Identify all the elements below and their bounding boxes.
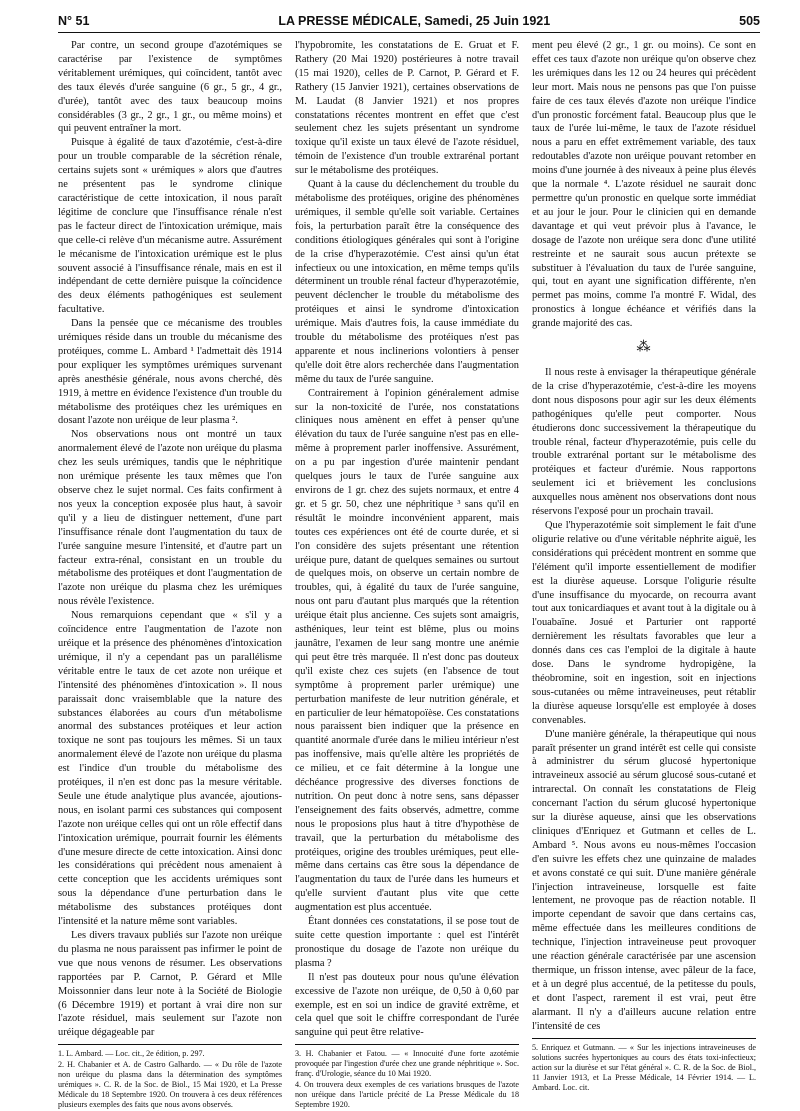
column-1 (58, 39, 282, 1110)
paragraph: Les divers travaux publiés sur l'azote non uréique du plasma ne nous paraissent pas infirmer le point de vue que nous venons de résumer. Les observations rapportées par P. Carnot, P. Gérard et Mlle Moissonnier dans leur note à la Société de Biologie (6 Décembre 1919) et portant à vrai dire non sur l'azote résiduel, mais seulement sur l'azote non uréique dégageable par (58, 930, 282, 1039)
footnote: 5. Enriquez et Gutmann. — « Sur les injections intraveineuses de solutions sucrées hypertoniques au cours des états toxi-infectieux; action sur la diurèse et sur l'état général ». C. R. de la Soc. de Biol., 11 Janvier 1913, et La Presse Médicale, 14 Février 1914. — L. Ambard. Loc. cit. (532, 1042, 756, 1092)
paragraph: Nous remarquions cependant que « s'il y a coïncidence entre l'augmentation de l'azote non uréique et la présence des phénomènes d'intoxication urémique, il n'y a cependant pas un parallélisme véritable entre le taux de cet azote non uréique et l'intensité des phénomènes d'intoxication ». Il nous paraissait donc vraisemblable que la nature des substances élaborées au cours d'un métabolisme anormal des substances protéiques et leur action toxique ne sont pas toujours les mêmes. Si un taux anormalement élevé de l'azote non uréique du plasma est l'indice d'un trouble du métabolisme des protéiques, il n'en est donc pas la mesure véritable. Seule une étude analytique plus avancée, ajoutions-nous, en isolant parmi ces substances qui composent l'azote non uréique celles qui ont un rôle effectif dans l'intoxication urémique, pourrait fournir les éléments d'une mesure directe de cette intoxication. Ainsi donc les considérations qui précèdent nous amenaient à cette conception que les accidents urémiques sont sous la dépendance d'une perturbation dans le métabolisme des substances protéiques dont l'intensité et la nature même sont variables. (58, 610, 282, 928)
column-3-body (532, 39, 756, 1034)
paragraph: D'une manière générale, la thérapeutique qui nous paraît présenter un grand intérêt est celle qui consiste à administrer du sérum glucosé hypertonique intraveineux associé au sérum glucosé sous-cutané et intrarectal. On connaît les constatations de Fleig concernant l'action du sérum glucosé hypertonique sur la diurèse aqueuse, ainsi que les observations cliniques d'Enriquez et Gutmann et celles de L. Ambard ⁵. Nous avons eu nous-mêmes l'occasion d'en suivre les effets chez une quinzaine de malades et avons constaté ce qui suit. D'une manière générale l'injection intraveineuse, lorsquelle est faite lentement, ne provoque pas de réaction notable. Il importe cependant de savoir que dans certains cas, même effectuée dans les meilleures conditions de technique, l'injection intraveineuse peut provoquer une réaction générale caractérisée par une ascension thermique, un frisson intense, avec pâleur de la face, et à un degré plus accentué, de la petitesse du pouls, et dont l'aspect, rarement il est vrai, peut être alarmant. Il n'y a d'ailleurs aucune relation entre l'intensité de ces (532, 728, 756, 1032)
journal-title: LA PRESSE MÉDICALE, Samedi, 25 Juin 1921 (278, 14, 551, 28)
column-1-footnotes (58, 1044, 282, 1111)
text-columns (58, 39, 760, 1110)
column-3 (532, 39, 756, 1092)
paragraph: Puisque à égalité de taux d'azotémie, c'est-à-dire pour un trouble comparable de la sécrétion rénale, certains sujets sont « urémiques » alors que d'autres ne présentent pas le syndrome clinique caractéristique de cette intoxication, il nous paraît légitime de conclure que l'insuffisance rénale n'est pas le facteur direct de l'intoxication urémique, mais que celle-ci relève d'un mécanisme autre. Assurément le mécanisme de l'intoxication urémique est le plus souvent associé à l'insuffisance rénale, mais en est il indépendant de cette dernière puisque la coïncidence des deux éléments pathogéniques est seulement facultative. (58, 137, 282, 316)
page-number: 505 (739, 14, 760, 28)
issue-number: N° 51 (58, 14, 90, 28)
footnote: 2. H. Chabanier et A. de Castro Galhardo. — « Du rôle de l'azote non uréique du plasma dans la détermination des symptômes urémiques ». C. R. de la Soc. de Biol., 15 Mai 1920, et La Presse Médicale du 18 Septembre 1920. On trouvera à ces deux références plusieurs exemples des faits que nous avons observés. (58, 1060, 282, 1110)
paragraph: Par contre, un second groupe d'azotémiques se caractérise par l'existence de symptômes véritablement urémiques, qui coïncident, tantôt avec des taux élevés d'urée sanguine (6 gr., 5 gr., 4 gr., d'urée), tantôt avec des taux beaucoup moins considérables (3 gr., 2 gr., 1 gr., ou même moins) et qui peuvent entraîner la mort. (58, 40, 282, 135)
running-head (58, 14, 760, 33)
paragraph: Étant données ces constatations, il se pose tout de suite cette question importante : quel est l'intérêt pronostique du dosage de l'azote non uréique du plasma ? (295, 916, 519, 969)
column-2-footnotes (295, 1044, 519, 1111)
paragraph: l'hypobromite, les constatations de E. Gruat et F. Rathery (20 Mai 1920) postérieures à notre travail (15 mai 1920), celles de P. Carnot, P. Gérard et F. Rathery (15 Janvier 1921), certaines observations de M. Laudat (8 Janvier 1921) et nos propres constatations récentes montrent en effet que c'est seulement chez les sujets présentant un syndrome toxique qu'il existe un taux élevé de l'azote résiduel, témoin de l'existence d'un trouble extrarénal portant sur le métabolisme des protéiques. (295, 40, 519, 177)
paragraph: Quant à la cause du déclenchement du trouble du métabolisme des protéiques, origine des phénomènes urémiques, il semble qu'elle soit variable. Certaines fois, la perturbation paraît être la conséquence des conditions étiologiques générales qui sont à l'origine de la crise d'hyperazotémie. C'est ainsi qu'un état infectieux ou une intoxication, en même temps qu'ils déterminent un trouble rénal facteur d'hyperazotémie, peuvent déclencher le trouble du métabolisme des protéiques et ainsi le syndrome d'intoxication urémique. Mais d'autres fois, la cause immédiate du trouble du métabolisme des protéiques n'est pas apparente et nous inclinerions volontiers à penser qu'elle doit être alors recherchée dans l'augmentation même du taux de l'urée sanguine. (295, 179, 519, 385)
column-1-body (58, 39, 282, 1040)
footnote: 3. H. Chabanier et Fatou. — « Innocuité d'une forte azotémie provoquée par l'ingestion d'urée chez une grande néphritique ». Soc. franç. d'Urologie, séance du 10 Mai 1920. (295, 1049, 519, 1079)
paragraph: Nos observations nous ont montré un taux anormalement élevé de l'azote non uréique du plasma chez les seuls urémiques, tandis que le néphritique non urémique présente les taux mêmes que l'on observe chez le sujet normal. Ces faits confirment à nos yeux la conception exposée plus haut, à savoir qu'il y a lieu de distinguer nettement, d'une part l'insuffisance rénale dont l'augmentation du taux de l'urée sanguine mesure l'intensité, et d'autre part un facteur extra-rénal, consistant en un trouble du métabolisme des protéiques et dont l'augmentation de l'azote non uréique du plasma chez les urémiques nous révèle l'existence. (58, 429, 282, 608)
column-3-footnotes (532, 1038, 756, 1094)
paragraph: Il n'est pas douteux pour nous qu'une élévation excessive de l'azote non uréique, de 0,50 à 0,60 par exemple, est en soi un indice de gravité extrême, et cela quel que soit le chiffre correspondant de l'urée sanguine qui peut être relative- (295, 971, 519, 1039)
paragraph: Contrairement à l'opinion généralement admise sur la non-toxicité de l'urée, nos constatations cliniques nous amènent en effet à penser qu'une élévation du taux de l'urée sanguine n'est pas en elle-même à proprement parler inoffensive. Assurément, on a pu par ingestion d'urée maintenir pendant quelques jours le taux de l'urée sanguine aux environs de 1 gr. chez des sujets normaux, et entre 4 gr. et 5 gr. 50, chez une néphritique ³ sans qu'il en résultât le moindre inconvénient apparent, mais toutes ces expériences ont été de courte durée, et si l'on considère des sujets présentant une rétention uréique pure, datant de quelques semaines ou surtout de quelques mois, on observe un certain nombre de troubles, qui, à égalité du taux de l'urée sanguine, nous ont paru d'autant plus marqués que la rétention uréique était plus ancienne. Ces sujets sont amaigris, asthéniques, leur teint est blême, plus ou moins jaunâtre, l'examen de leur sang montre une anémie qui peut être très marquée. Il n'est donc pas douteux qu'il existe chez ces sujets (en l'absence de tout symptôme à proprement parler urémique) une perturbation manifeste de leur nutrition générale, et en particulier de leur hématopoïèse. Ces constatations nous paraissent bien indiquer que la présence en quantité anormale d'urée dans le milieu intérieur n'est pas inoffensive, mais qu'elle altère les propriétés de ce milieu, et ce fait détermine à la longue une déchéance progressive des diverses fonctions de nutrition. On peut donc à notre sens, sans dépasser l'enseignement des faits observés, admettre, comme nous le proposions plus haut à titre d'hypothèse de travail, que la perturbation du métabolisme des protéiques, origine des troubles urémiques, peut elle-même dans certains cas être sous la dépendance de l'augmentation du taux de l'urée dans les humeurs et qu'elle survient d'autant plus vite que cette augmentation est plus accentuée. (295, 387, 519, 914)
paragraph: Que l'hyperazotémie soit simplement le fait d'une oligurie relative ou d'une véritable néphrite aiguë, les considérations qui précèdent montrent en somme que l'élément qu'il importe essentiellement de modifier est la diurèse aqueuse. Lorsque l'oligurie résulte d'une insuffisance du myocarde, on recourra avant tout aux tonicardiaques et avant tout à la digitale ou à l'ouabaïne. Josué et Parturier ont rapporté dernièrement les résultats favorables que leur a donnés dans ces cas l'emploi de la digitale à haute dose. Dans le syndrome hydropigène, la théobromine, soit en ingestion, soit en injections sous-cutanées ou même intraveineuses, peut rétablir la diurèse aqueuse lorsqu'elle est employée à doses convenables. (532, 520, 756, 726)
paragraph: ment peu élevé (2 gr., 1 gr. ou moins). Ce sont en effet ces taux d'azote non uréique qu'on observe chez les urémiques dans les 12 ou 24 heures qui précèdent leur mort. Mais nous ne pensons pas que l'on puisse faire de ces taux élevés d'azote non uréique l'indice d'un pronostic forcément fatal. Beaucoup plus que le taux de l'urée lui-même, le taux de l'azote résiduel nous a paru en effet extrêmement variable, des taux redoutables d'azote non uréique pouvant retomber en moins d'une journée à des niveaux à peine plus élevés que la normale ⁴. L'azote résiduel ne saurait donc permettre qu'un pronostic en quelque sorte immédiat et au jour le jour. Pour le clinicien qui en demande davantage et qui veut prévoir plus à l'avance, le dosage de l'azote non uréique sera donc d'une utilité restreinte et ne saurait sous aucun prétexte se substituer à l'évaluation du taux de l'urée sanguine, qui, tout en ayant une signification différente, n'en permet pas moins, comme l'a montré F. Widal, des pronostics à longue échéance et vérifiés dans la grande majorité des cas. (532, 40, 756, 330)
footnote: 1. L. Ambard. — Loc. cit., 2e édition, p. 297. (58, 1049, 205, 1059)
column-2-body (295, 39, 519, 1040)
paragraph: Il nous reste à envisager la thérapeutique générale de la crise d'hyperazotémie, c'est-à-dire les moyens dont nous disposons pour agir sur les deux éléments pathogéniques qu'elle peut comporter. Nous étudierons donc successivement la thérapeutique du trouble rénal, facteur d'hyperazotémie, puis celle du trouble extrarénal portant sur le métabolisme des protéiques et facteur d'urémie. Nous rapportons seulement ici et brièvement les conclusions auxquelles nous amènent nos observations dont nous réservons l'exposé pour un prochain travail. (532, 367, 756, 518)
paragraph: Dans la pensée que ce mécanisme des troubles urémiques réside dans un trouble du mécanisme des protéiques, comme L. Ambard ¹ l'admettait dès 1914 pour expliquer les symptômes urémiques survenant après anesthésie générale, nous avons cherché, dès 1919, à mettre en évidence l'existence d'un trouble du métabolisme des protéiques chez les urémiques en dosant l'azote non uréique de leur plasma ². (58, 318, 282, 427)
column-2 (295, 39, 519, 1110)
footnote: 4. On trouvera deux exemples de ces variations brusques de l'azote non uréique dans l'article précité de La Presse Médicale du 18 Septembre 1920. (295, 1080, 519, 1110)
section-separator: ⁂ (636, 340, 652, 356)
